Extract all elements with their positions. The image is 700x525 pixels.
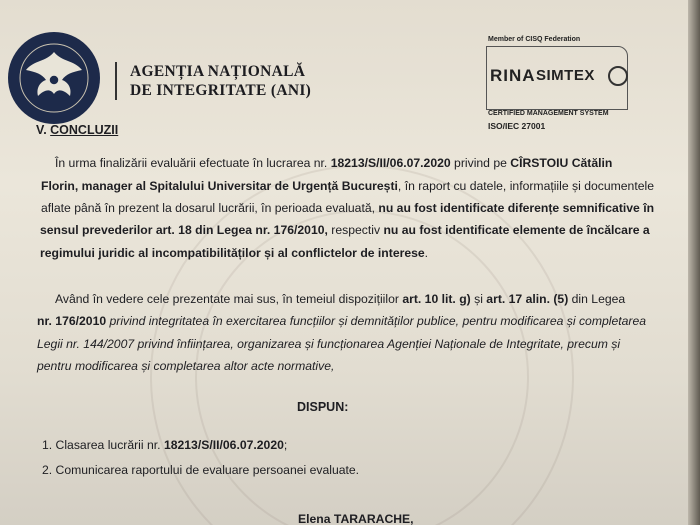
person-name: CÎRSTOIU Cătălin bbox=[510, 156, 613, 170]
p1-line-2 bbox=[41, 175, 654, 197]
text: și bbox=[470, 292, 487, 306]
law-title: privind integritatea în exercitarea funcțiilor și demnităților publice, pentru modificarea și completarea bbox=[106, 314, 647, 328]
p1-line-4 bbox=[40, 219, 650, 241]
p2-line-1 bbox=[55, 288, 625, 310]
page-edge-shadow bbox=[688, 0, 700, 525]
legal-ref: art. 10 lit. g) bbox=[402, 292, 471, 306]
section-title: CONCLUZII bbox=[50, 123, 119, 137]
ani-logo bbox=[6, 30, 102, 126]
list-item bbox=[42, 438, 287, 452]
cert-iso-text: ISO/IEC 27001 bbox=[488, 121, 546, 131]
section-number: V. bbox=[36, 123, 47, 137]
signatory-name: Elena TARARACHE, bbox=[298, 512, 414, 525]
text: 1. Clasarea lucrării nr. bbox=[42, 438, 164, 452]
cert-rina-logo: RINA bbox=[490, 66, 536, 85]
cert-ring-icon bbox=[608, 66, 628, 86]
p2-line-3: Legii nr. 144/2007 privind înființarea, organizarea și funcționarea Agenției Naționale de Integritate, precum și bbox=[37, 337, 621, 351]
finding-1-cont: sensul prevederilor art. 18 din Legea nr. 176/2010, bbox=[40, 223, 328, 237]
text: Având în vedere cele prezentate mai sus, în temeiul dispozițiilor bbox=[55, 292, 403, 306]
finding-2: nu au fost identificate elemente de încălcare a bbox=[383, 223, 650, 237]
text: ; bbox=[283, 438, 288, 452]
text: . bbox=[424, 246, 429, 260]
dispun-heading: DISPUN: bbox=[297, 400, 349, 414]
text: , în raport cu datele, informațiile și documentele bbox=[397, 179, 654, 193]
person-role: Florin, manager al Spitalului Universitar de Urgență București bbox=[41, 179, 398, 193]
p1-line-5 bbox=[40, 242, 428, 264]
text: aflate până în prezent la dosarul lucrării, în perioada evaluată, bbox=[41, 201, 379, 215]
agency-line-2: DE INTEGRITATE (ANI) bbox=[130, 82, 312, 99]
case-number: 18213/S/II/06.07.2020 bbox=[163, 438, 284, 452]
cert-member-text: Member of CISQ Federation bbox=[488, 36, 581, 43]
list-item: 2. Comunicarea raportului de evaluare persoanei evaluate. bbox=[42, 463, 360, 477]
finding-1: nu au fost identificate diferențe semnificative în bbox=[378, 201, 655, 215]
header-separator bbox=[115, 62, 117, 100]
case-number: 18213/S/II/06.07.2020 bbox=[330, 156, 451, 170]
p2-line-4: pentru modificarea și completarea altor acte normative, bbox=[37, 359, 335, 373]
text: din Legea bbox=[568, 292, 626, 306]
p1-line-3 bbox=[41, 197, 654, 219]
finding-2-cont: regimului juridic al incompatibilităților și al conflictelor de interese bbox=[40, 246, 425, 260]
agency-name bbox=[130, 62, 311, 100]
p1-line-1 bbox=[55, 152, 612, 174]
section-heading bbox=[36, 123, 118, 137]
agency-line-1: AGENȚIA NAȚIONALĂ bbox=[130, 63, 306, 80]
text: În urma finalizării evaluării efectuate în lucrarea nr. bbox=[55, 156, 331, 170]
p2-line-2 bbox=[37, 310, 646, 332]
text: respectiv bbox=[327, 223, 384, 237]
certification-badge bbox=[486, 36, 636, 131]
text: privind pe bbox=[450, 156, 511, 170]
cert-system-text: CERTIFIED MANAGEMENT SYSTEM bbox=[488, 110, 609, 117]
legal-ref: nr. 176/2010 bbox=[37, 314, 107, 328]
legal-ref: art. 17 alin. (5) bbox=[486, 292, 569, 306]
cert-simtex-logo: SIMTEX bbox=[536, 67, 595, 84]
